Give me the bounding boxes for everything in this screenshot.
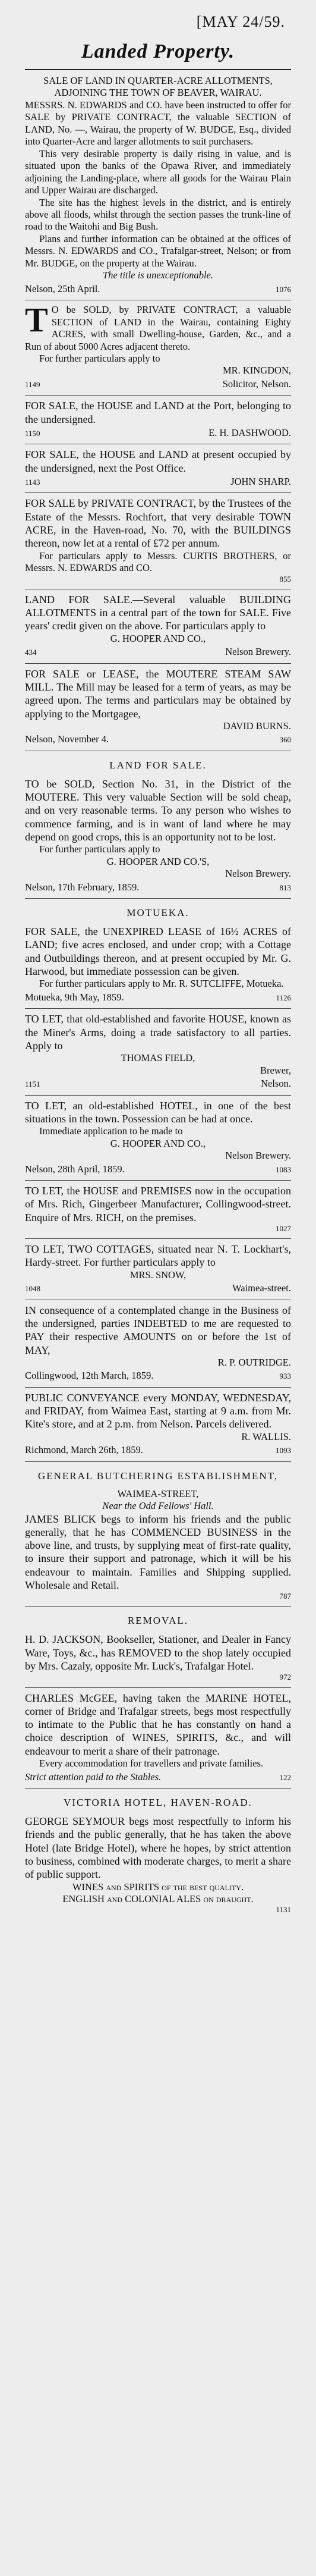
ad-body: WINES and SPIRITS of the best quality. xyxy=(72,1881,244,1893)
ad-footer xyxy=(25,992,291,1003)
ad-number: 1048 xyxy=(25,1284,40,1294)
ad-number: 787 xyxy=(279,1592,291,1601)
ad-footer xyxy=(25,427,291,439)
ad-date: Nelson, 25th April. xyxy=(25,283,100,294)
ad-footer xyxy=(25,1444,291,1456)
divider xyxy=(25,1387,291,1388)
ad-body: MESSRS. N. EDWARDS and CO. have been instructed to offer for SALE by PRIVATE CONTRACT, the valuable SECTION of LAND, No. —, Wairau, the property of W. BUDGE, Esq., divided into Quarter-Acre and larger allotments to suit purchasers. xyxy=(25,99,291,148)
ad-body: For further particulars apply to xyxy=(39,843,160,855)
advertisement-two-cottages xyxy=(25,1242,291,1295)
ad-number: 972 xyxy=(279,1673,291,1682)
section-title: REMOVAL. xyxy=(127,1615,189,1627)
divider xyxy=(25,1687,291,1688)
ad-footer xyxy=(25,1370,291,1382)
advertisement-house-premises xyxy=(25,1184,291,1234)
ad-body: TO LET, the HOUSE and PREMISES now in the occupation of Mrs. Rich, Gingerbeer Manufacturer, Collingwood-street. Enquire of Mrs. RICH, on the premises. xyxy=(25,1185,291,1223)
ad-body: This very desirable property is daily rising in value, and is situated upon the banks of the Opawa River, and immediately adjoining the Landing-place, where all goods for the Wairau Plain and Upper Wairau are discharged. xyxy=(25,148,291,196)
ad-signer: E. H. DASHWOOD. xyxy=(208,426,291,438)
ad-signer: MRS. SNOW, xyxy=(129,1269,187,1281)
ad-date: Nelson, 28th April, 1859. xyxy=(25,1163,125,1175)
divider xyxy=(25,69,291,70)
ad-signer: THOMAS FIELD, xyxy=(121,1052,195,1064)
ad-number: 1083 xyxy=(276,1165,291,1174)
ad-note: The title is unexceptionable. xyxy=(102,269,214,281)
divider xyxy=(25,395,291,396)
ad-number: 813 xyxy=(279,883,291,892)
ad-number: 1149 xyxy=(25,379,40,389)
advertisement-town-acre xyxy=(25,497,291,583)
advertisement-moutere-section xyxy=(25,777,291,893)
ad-body: PUBLIC CONVEYANCE every MONDAY, WEDNESDAY, and FRIDAY, from Waimea East, starting at 9 a.m. from Mr. Kite's store, and at 2 p.m. from Nelson. Parcels delivered. xyxy=(25,1391,291,1430)
ad-number: 1076 xyxy=(276,284,291,294)
ad-footer xyxy=(25,283,291,295)
ad-signer: G. HOOPER AND CO., xyxy=(110,1137,206,1149)
ad-number: 122 xyxy=(279,1772,291,1782)
advertisement-building-allotments xyxy=(25,593,291,658)
ad-body: TO LET, an old-established HOTEL, in one of the best situations in the town. Possession can be had at once. xyxy=(25,1099,291,1125)
section-title: VICTORIA HOTEL, HAVEN-ROAD. xyxy=(64,1797,252,1808)
ad-number: 1027 xyxy=(276,1223,291,1233)
ad-footer xyxy=(25,1771,291,1783)
section-subtitle: Near the Odd Fellows' Hall. xyxy=(102,1500,214,1512)
ad-signer-place: Nelson Brewery. xyxy=(225,868,291,880)
ad-footer xyxy=(25,881,291,893)
ad-signer-place: Nelson Brewery. xyxy=(225,1150,291,1162)
ad-body: FOR SALE by PRIVATE CONTRACT, by the Trustees of the Estate of the Messrs. Rochfort, that very desirable TOWN ACRE, in the Haven-road, No. 70, with the BUILDINGS thereon, now let at a rental of £72 per annum. xyxy=(25,497,291,550)
ad-signer-place: Nelson Brewery. xyxy=(225,646,291,658)
ad-number: 1126 xyxy=(276,993,291,1002)
ad-body: For further particulars apply to Mr. R. SUTCLIFFE, Motueka. xyxy=(39,978,284,990)
divider xyxy=(25,1238,291,1239)
ad-body: FOR SALE, the HOUSE and LAND at present occupied by the undersigned, next the Post Office. xyxy=(25,448,291,474)
ad-signer: G. HOOPER AND CO., xyxy=(110,632,206,644)
divider xyxy=(25,492,291,493)
divider xyxy=(25,1788,291,1789)
ad-body: JAMES BLICK begs to inform his friends and the public generally, that he has COMMENCED BUSINESS in the above line, and trusts, by supplying meat of first-rate quality, to insure their support and patronage, which it will be his endeavour to maintain. Families and Shipping supplied. Wholesale and Retail. xyxy=(25,1513,291,1592)
ad-number: 1151 xyxy=(25,1080,40,1089)
advertisement-miners-arms xyxy=(25,1012,291,1090)
ad-number: 360 xyxy=(279,735,291,745)
advertisement-unexpired-lease xyxy=(25,925,291,1003)
ad-footer xyxy=(25,1163,291,1175)
advertisement-beaver-allotments xyxy=(25,75,291,295)
ad-body: ENGLISH and COLONIAL ALES on draught. xyxy=(62,1893,254,1905)
ad-footer xyxy=(25,476,291,488)
ad-footer xyxy=(25,378,291,390)
ad-body: FOR SALE, the UNEXPIRED LEASE of 16½ ACRES of LAND; five acres enclosed, and under crop; with a Cottage and Outbuildings thereon, and at present occupied by Mr. G. Harwood, but immediate possession can be given. xyxy=(25,925,291,978)
ad-body: TO LET, that old-established and favorite HOUSE, known as the Miner's Arms, doing a trade satisfactory to all parties. Apply to xyxy=(25,1013,291,1052)
ad-date: Collingwood, 12th March, 1859. xyxy=(25,1370,154,1382)
section-subtitle: WAIMEA-STREET, xyxy=(117,1488,199,1499)
advertisement-hotel-to-let xyxy=(25,1099,291,1175)
ad-date: Motueka, 9th May, 1859. xyxy=(25,991,124,1003)
ad-body: The site has the highest levels in the district, and is entirely above all floods, whilst through the section passes the trunk-line of road to the Waitohi and Big Bush. xyxy=(25,196,291,233)
ad-signer-title: Brewer, xyxy=(260,1064,291,1076)
section-title: GENERAL BUTCHERING ESTABLISHMENT, xyxy=(37,1470,279,1482)
advertisement-george-seymour xyxy=(25,1815,291,1915)
advertisement-james-blick xyxy=(25,1513,291,1602)
divider xyxy=(25,1180,291,1181)
ad-body: IN consequence of a contemplated change in the Business of the undersigned, parties INDEBTED to me are requested to PAY their respective AMOUNTS on or before the 1st of MAY, xyxy=(25,1304,291,1356)
ad-date: Richmond, March 26th, 1859. xyxy=(25,1444,143,1456)
ad-number: 434 xyxy=(25,648,37,657)
section-title: LAND FOR SALE. xyxy=(109,759,207,771)
divider xyxy=(25,1095,291,1096)
advertisement-house-post-office xyxy=(25,448,291,488)
ad-signer-title: Solicitor, Nelson. xyxy=(222,378,291,390)
ad-footer xyxy=(25,646,291,658)
ad-note: Strict attention paid to the Stables. xyxy=(25,1771,162,1783)
ad-footer xyxy=(25,1282,291,1294)
ad-body: Every accommodation for travellers and private families. xyxy=(39,1758,264,1769)
ad-number: 933 xyxy=(279,1372,291,1381)
ad-date: Nelson, 17th February, 1859. xyxy=(25,881,140,893)
ad-body: Plans and further information can be obtained at the offices of Messrs. N. EDWARDS and CO., Trafalgar-street, Nelson; or from Mr. BUDGE, on the property at the Wairau. xyxy=(25,233,291,269)
advertisement-business-change xyxy=(25,1304,291,1382)
ad-body: For particulars apply to Messrs. CURTIS BROTHERS, or Messrs. N. EDWARDS and CO. xyxy=(25,550,291,574)
ad-number: 1150 xyxy=(25,428,40,438)
ad-signer: MR. KINGDON, xyxy=(222,365,291,376)
ad-body: CHARLES McGEE, having taken the MARINE HOTEL, corner of Bridge and Trafalgar streets, begs most respectfully to intimate to the Public that he has constantly on hand a choice description of WINES, SPIRITS, &c., and will endeavour to merit a share of their patronage. xyxy=(25,1692,291,1757)
ad-heading: SALE OF LAND IN QUARTER-ACRE ALLOTMENTS, xyxy=(43,75,273,86)
ad-body: O be SOLD, by PRIVATE CONTRACT, a valuable SECTION of LAND in the Wairau, containing Eighty ACRES, with small Dwelling-house, Garden, &c., and a Run of about 5000 Acres adjacent thereto. xyxy=(25,304,291,352)
drop-cap: T xyxy=(25,300,48,340)
divider xyxy=(25,1606,291,1607)
ad-number: 855 xyxy=(279,574,291,583)
section-title: MOTUEKA. xyxy=(127,907,189,919)
ad-signer: G. HOOPER AND CO.'S, xyxy=(106,855,210,867)
ad-signer: DAVID BURNS. xyxy=(223,720,291,732)
advertisement-saw-mill xyxy=(25,667,291,746)
ad-body: Immediate application to be made to xyxy=(39,1125,183,1137)
section-headline: Landed Property. xyxy=(81,40,235,62)
ad-body: FOR SALE or LEASE, the MOUTERE STEAM SAW MILL. The Mill may be leased for a term of years, as may be agreed upon. The terms and particulars may be obtained by applying to the Mortgagee, xyxy=(25,667,291,720)
divider xyxy=(25,898,291,899)
ad-heading: ADJOINING THE TOWN OF BEAVER, WAIRAU. xyxy=(54,87,262,99)
advertisement-public-conveyance xyxy=(25,1391,291,1457)
ad-signer: R. WALLIS. xyxy=(241,1430,291,1442)
ad-date: Nelson, November 4. xyxy=(25,733,109,745)
ad-body: GEORGE SEYMOUR begs most respectfully to inform his friends and the public generally, that he has taken the above Hotel (late Bridge Hotel), where he hopes, by strict attention to business, combined with moderate charges, to merit a share of public support. xyxy=(25,1815,291,1881)
ad-number: 1131 xyxy=(276,1905,291,1915)
ad-footer xyxy=(25,733,291,745)
ad-signer-place: Nelson. xyxy=(261,1078,291,1090)
ad-body: LAND FOR SALE.—Several valuable BUILDING ALLOTMENTS in a central part of the town for SALE. Five years' credit given on the above. For particulars apply to xyxy=(25,593,291,632)
ad-signer: R. P. OUTRIDGE. xyxy=(217,1356,291,1368)
ad-body: FOR SALE, the HOUSE and LAND at the Port, belonging to the undersigned. xyxy=(25,400,291,425)
ad-signer: JOHN SHARP. xyxy=(230,476,291,488)
ad-body: H. D. JACKSON, Bookseller, Stationer, and Dealer in Fancy Ware, Toys, &c., has REMOVED to the shop lately occupied by Mrs. Cazaly, opposite Mr. Luck's, Trafalgar Hotel. xyxy=(25,1633,291,1673)
advertisement-wairau-section xyxy=(25,300,291,390)
ad-signer-place: Waimea-street. xyxy=(232,1282,291,1294)
advertisement-house-port xyxy=(25,399,291,439)
divider xyxy=(25,1008,291,1009)
ad-body: TO be SOLD, Section No. 31, in the District of the MOUTERE. This very valuable Section will be sold cheap, and on very reasonable terms. To any person who wishes to commence farming, and is in want of land where he may depend on good crops, this is an opportunity not to be lost. xyxy=(25,777,291,843)
ad-number: 1093 xyxy=(276,1446,291,1455)
advertisement-charles-mcgee xyxy=(25,1692,291,1783)
ad-body: TO LET, TWO COTTAGES, situated near N. T. Lockhart's, Hardy-street. For further particulars apply to xyxy=(25,1243,291,1269)
divider xyxy=(25,663,291,664)
ad-number: 1143 xyxy=(25,478,40,487)
divider xyxy=(25,1461,291,1462)
advertisement-hd-jackson xyxy=(25,1633,291,1682)
issue-date-tag: [MAY 24/59. xyxy=(196,13,285,30)
ad-footer xyxy=(25,1078,291,1090)
ad-body: For further particulars apply to xyxy=(39,352,160,364)
